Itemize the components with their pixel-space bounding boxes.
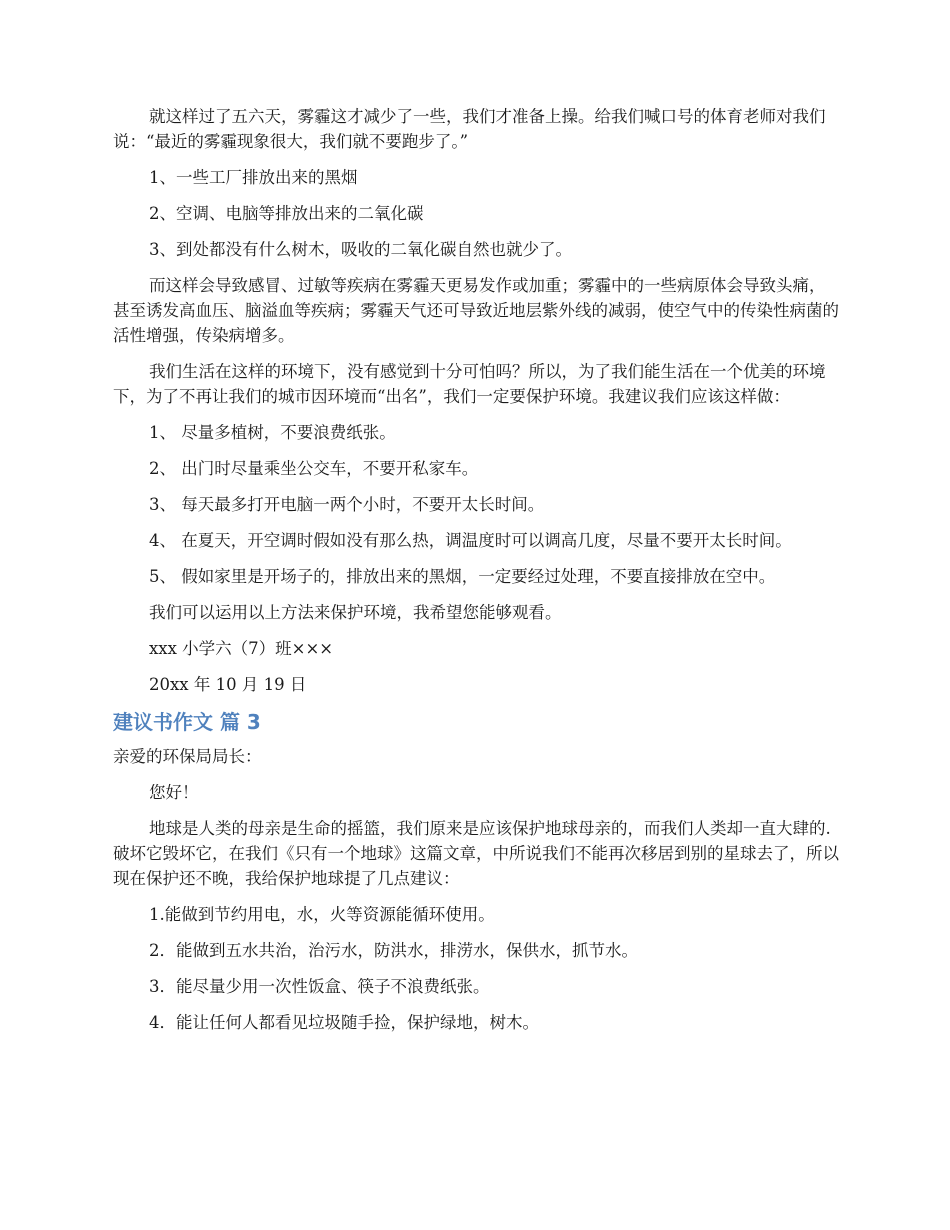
document-content — [113, 104, 839, 1046]
paragraph: 就这样过了五六天，雾霾这才减少了一些，我们才准备上操。给我们喊口号的体育老师对我们说：“最近的雾霾现象很大，我们就不要跑步了。” — [113, 107, 826, 151]
section-heading: 建议书作文 篇 3 — [113, 710, 261, 734]
paragraph: 我们生活在这样的环境下，没有感觉到十分可怕吗？所以，为了我们能生活在一个优美的环境下，为了不再让我们的城市因环境而“出名”，我们一定要保护环境。我建议我们应该这样做： — [113, 362, 826, 406]
list-item: 2、空调、电脑等排放出来的二氧化碳 — [149, 204, 424, 223]
paragraph: 地球是人类的母亲是生命的摇篮，我们原来是应该保护地球母亲的，而我们人类却一直大肆的.破坏它毁坏它，在我们《只有一个地球》这篇文章，中所说我们不能再次移居到别的星球去了，所以现在保护还不晚，我给保护地球提了几点建议： — [113, 819, 839, 888]
list-item: 3．能尽量少用一次性饭盒、筷子不浪费纸张。 — [149, 977, 490, 996]
list-item: 1、 尽量多植树，不要浪费纸张。 — [149, 423, 396, 442]
list-item: 1.能做到节约用电，水，火等资源能循环使用。 — [149, 905, 495, 924]
list-item: 1、一些工厂排放出来的黑烟 — [149, 168, 358, 187]
salutation: 亲爱的环保局局长： — [113, 747, 262, 766]
list-item: 5、 假如家里是开场子的，排放出来的黑烟，一定要经过处理，不要直接排放在空中。 — [149, 567, 776, 586]
paragraph: 而这样会导致感冒、过敏等疾病在雾霾天更易发作或加重；雾霾中的一些病原体会导致头痛，甚至诱发高血压、脑溢血等疾病；雾霾天气还可导致近地层紫外线的减弱，使空气中的传染性病菌的活性增强，传染病增多。 — [113, 276, 839, 345]
list-item: 3、 每天最多打开电脑一两个小时，不要开太长时间。 — [149, 495, 545, 514]
date: 20xx 年 10 月 19 日 — [149, 675, 307, 694]
list-item: 4．能让任何人都看见垃圾随手捡，保护绿地，树木。 — [149, 1013, 539, 1032]
paragraph: 我们可以运用以上方法来保护环境，我希望您能够观看。 — [149, 603, 562, 622]
signature: xxx 小学六（7）班××× — [149, 639, 334, 658]
list-item: 4、 在夏天，开空调时假如没有那么热，调温度时可以调高几度，尽量不要开太长时间。 — [149, 531, 792, 550]
list-item: 3、到处都没有什么树木，吸收的二氧化碳自然也就少了。 — [149, 240, 572, 259]
list-item: 2．能做到五水共治，治污水，防洪水，排涝水，保供水，抓节水。 — [149, 941, 638, 960]
list-item: 2、 出门时尽量乘坐公交车，不要开私家车。 — [149, 459, 479, 478]
greeting: 您好！ — [149, 783, 199, 802]
